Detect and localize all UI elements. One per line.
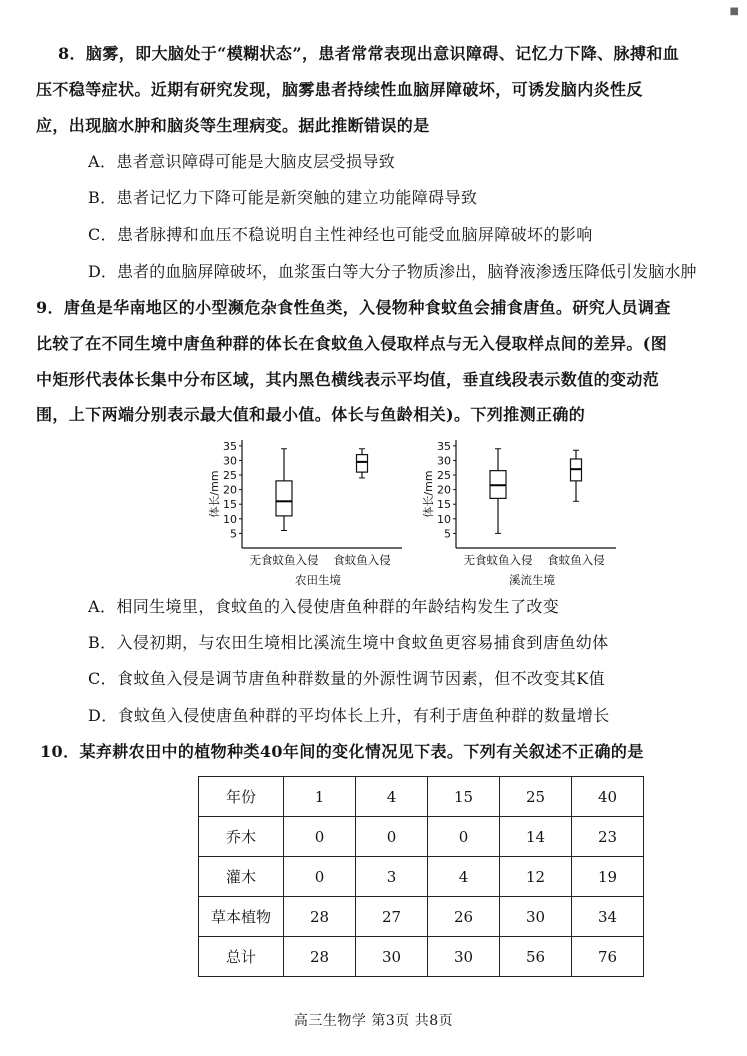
category-label: 无食蚊鱼入侵: [249, 553, 319, 567]
q9-option-a: A．相同生境里，食蚊鱼的入侵使唐鱼种群的年龄结构发生了改变: [88, 597, 560, 616]
table-cell: 草本植物: [199, 897, 284, 937]
q8-option-c: C．患者脉搏和血压不稳说明自主性神经也可能受血脑屏障破坏的影响: [88, 225, 593, 244]
y-tick-label: 25: [437, 469, 451, 483]
q9-stem-line-2: 比较了在不同生境中唐鱼种群的体长在食蚊鱼入侵取样点与无入侵取样点间的差异。(图: [36, 334, 668, 353]
category-label: 食蚊鱼入侵: [333, 553, 391, 567]
page-footer: 高三生物学 第3页 共8页: [293, 1013, 454, 1029]
table-cell: 19: [572, 857, 644, 897]
table-cell: 28: [284, 897, 356, 937]
table-cell: 28: [284, 937, 356, 977]
table-cell: 30: [500, 897, 572, 937]
y-axis-label: 体长/mm: [208, 470, 221, 518]
table-cell: 年份: [199, 777, 284, 817]
y-tick-label: 30: [223, 454, 237, 468]
y-tick-label: 25: [223, 469, 237, 483]
q8-option-d: D．患者的血脑屏障破坏，血浆蛋白等大分子物质渗出，脑脊液渗透压降低引发脑水肿: [88, 262, 697, 281]
y-tick-label: 15: [437, 498, 451, 512]
table-cell: 25: [500, 777, 572, 817]
table-cell: 30: [428, 937, 500, 977]
plant-species-table: [198, 776, 644, 977]
table-cell: 0: [284, 857, 356, 897]
category-label: 食蚊鱼入侵: [547, 553, 605, 567]
table-cell: 14: [500, 817, 572, 857]
table-cell: 76: [572, 937, 644, 977]
table-cell: 40: [572, 777, 644, 817]
q8-option-b: B．患者记忆力下降可能是新突触的建立功能障碍导致: [88, 188, 478, 207]
table-row: [199, 857, 644, 897]
y-tick-label: 15: [223, 498, 237, 512]
table-cell: 23: [572, 817, 644, 857]
table-cell: 12: [500, 857, 572, 897]
y-axis-label: 体长/mm: [422, 470, 435, 518]
q8-stem-line-1: 8．脑雾，即大脑处于“模糊状态”，患者常常表现出意识障碍、记忆力下降、脉搏和血: [58, 44, 680, 63]
table-cell: 3: [356, 857, 428, 897]
q9-stem-line-1: 9．唐鱼是华南地区的小型濒危杂食性鱼类，入侵物种食蚊鱼会捕食唐鱼。研究人员调查: [36, 298, 671, 317]
box: [276, 481, 292, 516]
table-cell: 26: [428, 897, 500, 937]
q8-stem-line-3: 应，出现脑水肿和脑炎等生理病变。据此推断错误的是: [36, 116, 430, 135]
y-tick-label: 20: [437, 483, 451, 497]
x-axis-label: 农田生境: [295, 573, 341, 587]
q9-option-b: B．入侵初期，与农田生境相比溪流生境中食蚊鱼更容易捕食到唐鱼幼体: [88, 633, 609, 652]
q9-stem-line-3: 中矩形代表体长集中分布区域，其内黑色横线表示平均值，垂直线段表示数值的变动范: [36, 370, 660, 389]
q8-stem-line-2: 压不稳等症状。近期有研究发现，脑雾患者持续性血脑屏障破坏，可诱发脑内炎性反: [36, 80, 643, 99]
y-tick-label: 35: [437, 439, 451, 453]
table-row: [199, 937, 644, 977]
q8-option-a: A．患者意识障碍可能是大脑皮层受损导致: [88, 152, 396, 171]
y-tick-label: 5: [230, 527, 237, 541]
y-tick-label: 30: [437, 454, 451, 468]
box: [357, 455, 368, 473]
y-tick-label: 35: [223, 439, 237, 453]
table-cell: 0: [284, 817, 356, 857]
y-tick-label: 5: [444, 527, 451, 541]
corner-mark: ■: [729, 6, 739, 17]
table-row: [199, 817, 644, 857]
table-header-row: [199, 777, 644, 817]
y-tick-label: 10: [437, 512, 451, 526]
table-cell: 27: [356, 897, 428, 937]
boxplot-farmland: [206, 432, 406, 592]
table-cell: 15: [428, 777, 500, 817]
table-cell: 4: [428, 857, 500, 897]
table-cell: 30: [356, 937, 428, 977]
table-cell: 灌木: [199, 857, 284, 897]
table-cell: 0: [356, 817, 428, 857]
y-tick-label: 20: [223, 483, 237, 497]
table-cell: 乔木: [199, 817, 284, 857]
q9-option-c: C．食蚊鱼入侵是调节唐鱼种群数量的外源性调节因素，但不改变其K值: [88, 669, 605, 688]
q9-stem-line-4: 围，上下两端分别表示最大值和最小值。体长与鱼龄相关)。下列推测正确的: [36, 405, 586, 424]
table-cell: 56: [500, 937, 572, 977]
category-label: 无食蚊鱼入侵: [463, 553, 533, 567]
boxplot-stream: [420, 432, 620, 592]
q10-stem: 10．某弃耕农田中的植物种类40年间的变化情况见下表。下列有关叙述不正确的是: [40, 742, 644, 761]
q9-option-d: D．食蚊鱼入侵使唐鱼种群的平均体长上升，有利于唐鱼种群的数量增长: [88, 706, 610, 725]
table-cell: 4: [356, 777, 428, 817]
x-axis-label: 溪流生境: [509, 573, 555, 587]
table-cell: 0: [428, 817, 500, 857]
y-tick-label: 10: [223, 512, 237, 526]
table-row: [199, 897, 644, 937]
table-cell: 总计: [199, 937, 284, 977]
table-cell: 34: [572, 897, 644, 937]
table-cell: 1: [284, 777, 356, 817]
